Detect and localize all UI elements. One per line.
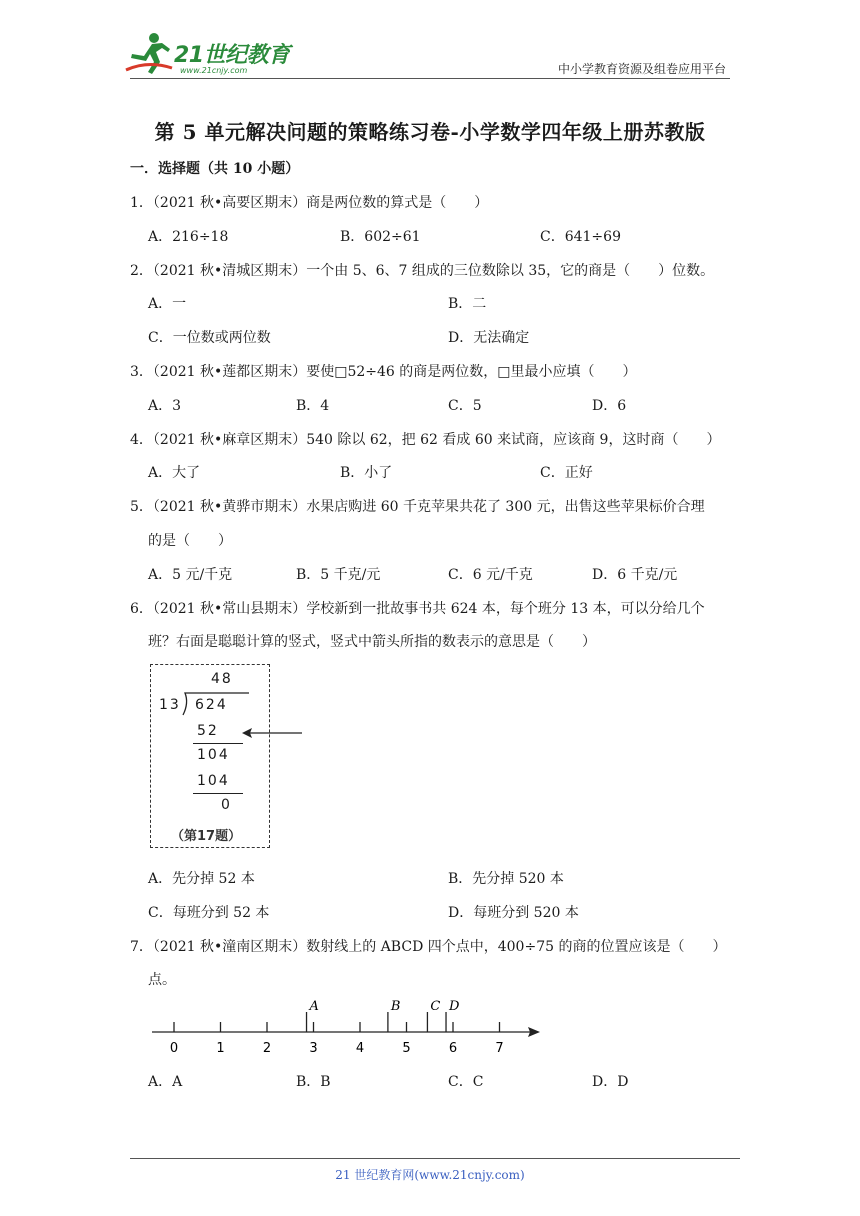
q6-option-c: C．每班分到 52 本 — [148, 905, 270, 921]
point-A-label: A — [309, 999, 319, 1014]
q1-option-a: A．216÷18 — [148, 229, 229, 245]
tick-label-4: 4 — [355, 1041, 365, 1056]
logo-url: www.21cnjy.com — [180, 66, 248, 75]
division-line-1 — [193, 743, 243, 744]
step-52: 52 — [197, 723, 219, 739]
question-7-cont: 点。 — [148, 972, 176, 988]
tick-label-7: 7 — [495, 1041, 504, 1056]
q7-option-d: D．D — [592, 1074, 629, 1090]
footer-text: 21 世纪教育网(www.21cnjy.com) — [335, 1168, 525, 1182]
q4-option-c: C．正好 — [540, 465, 593, 481]
point-C-label: C — [430, 999, 441, 1014]
q2-option-c: C．一位数或两位数 — [148, 330, 271, 346]
division-line-2 — [193, 793, 243, 794]
logo-text: 21世纪教育 — [174, 43, 290, 68]
q3-option-c: C．5 — [448, 398, 482, 414]
tick-label-0: 0 — [169, 1041, 179, 1056]
question-6-cont: 班？右面是聪聪计算的竖式，竖式中箭头所指的数表示的意思是（ ） — [148, 634, 596, 650]
remainder: 0 — [221, 797, 232, 813]
q7-option-a: A．A — [148, 1074, 183, 1090]
q3-option-b: B．4 — [296, 398, 330, 414]
q3-option-a: A．3 — [148, 398, 182, 414]
logo — [122, 30, 292, 80]
question-6: 6．（2021 秋•常山县期末）学校新到一批故事书共 624 本，每个班分 13 本，可以分给几个 — [130, 601, 705, 617]
tick-label-5: 5 — [402, 1041, 411, 1056]
q6-option-d: D．每班分到 520 本 — [448, 905, 579, 921]
q6-option-a: A．先分掉 52 本 — [148, 871, 255, 887]
q2-option-d: D．无法确定 — [448, 330, 530, 346]
step-104-a: 104 — [197, 747, 230, 763]
dividend: 624 — [195, 697, 228, 713]
q7-option-b: B．B — [296, 1074, 331, 1090]
question-4: 4．（2021 秋•麻章区期末）540 除以 62，把 62 看成 60 来试商，应该商 9，这时商（ ） — [130, 432, 721, 448]
tick-label-1: 1 — [216, 1041, 225, 1056]
tick-label-2: 2 — [262, 1041, 272, 1056]
header-platform-text: 中小学教育资源及组卷应用平台 — [557, 62, 726, 76]
q6-option-b: B．先分掉 520 本 — [448, 871, 564, 887]
number-line — [148, 996, 548, 1058]
q7-option-c: C．C — [448, 1074, 484, 1090]
question-3: 3．（2021 秋•莲都区期末）要使□52÷46 的商是两位数，□里最小应填（ ） — [130, 364, 637, 380]
divisor: 13 — [159, 697, 181, 713]
question-2: 2．（2021 秋•清城区期末）一个由 5、6、7 组成的三位数除以 35，它的商是（ ）位数。 — [130, 263, 715, 279]
runner-logo-icon — [122, 30, 174, 76]
q5-option-a: A．5 元/千克 — [148, 567, 233, 583]
q2-option-b: B．二 — [448, 296, 487, 312]
q5-option-c: C．6 元/千克 — [448, 567, 533, 583]
q5-option-d: D．6 千克/元 — [592, 567, 678, 583]
question-5: 5．（2021 秋•黄骅市期末）水果店购进 60 千克苹果共花了 300 元，出售这些苹果标价合理 — [130, 499, 705, 515]
header-divider — [130, 78, 730, 79]
point-B-label: B — [390, 999, 401, 1014]
quotient: 48 — [211, 671, 233, 687]
long-division-figure — [150, 664, 270, 848]
point-D-label: D — [449, 999, 460, 1014]
q1-option-c: C．641÷69 — [540, 229, 621, 245]
page-title: 第 5 单元解决问题的策略练习卷-小学数学四年级上册苏教版 — [154, 120, 706, 144]
arrow-icon — [240, 726, 306, 740]
q1-option-b: B．602÷61 — [340, 229, 421, 245]
q5-option-b: B．5 千克/元 — [296, 567, 381, 583]
question-7: 7．（2021 秋•潼南区期末）数射线上的 ABCD 四个点中，400÷75 的商的位置应该是（ ） — [130, 939, 727, 955]
q4-option-b: B．小了 — [340, 465, 393, 481]
tick-label-6: 6 — [448, 1041, 458, 1056]
question-1: 1．（2021 秋•高要区期末）商是两位数的算式是（ ） — [130, 195, 489, 211]
step-104-b: 104 — [197, 773, 230, 789]
figure-caption: （第17题） — [171, 829, 242, 844]
question-5-cont: 的是（ ） — [148, 533, 232, 549]
tick-label-3: 3 — [309, 1041, 318, 1056]
q3-option-d: D．6 — [592, 398, 627, 414]
section-heading: 一．选择题（共 10 小题） — [130, 161, 300, 177]
q4-option-a: A．大了 — [148, 465, 201, 481]
footer-divider — [130, 1158, 740, 1159]
q2-option-a: A．一 — [148, 296, 187, 312]
